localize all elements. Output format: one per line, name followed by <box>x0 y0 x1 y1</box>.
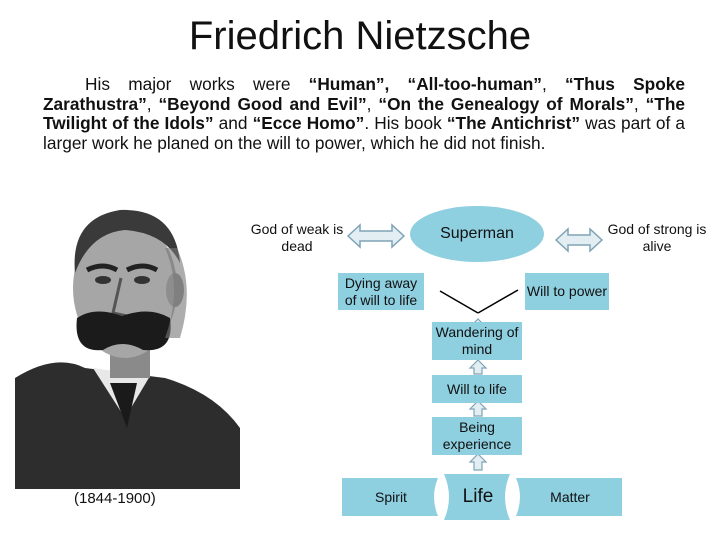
slide-title: Friedrich Nietzsche <box>188 14 532 58</box>
lifespan-label: (1844-1900) <box>74 490 156 507</box>
being-experience-box: Being experience <box>432 417 522 455</box>
up-arrow <box>470 454 486 470</box>
work-title: “The Antichrist” <box>446 113 581 133</box>
work-title: “On the Genealogy of Morals” <box>378 93 634 114</box>
god-of-strong-label: God of strong is alive <box>607 221 707 254</box>
v-line-left <box>440 291 478 313</box>
work-title: “Ecce Homo” <box>252 113 365 133</box>
work-title: “Thus Spoke Zarathustra” <box>43 74 685 114</box>
will-to-life-box: Will to life <box>432 375 522 403</box>
superman-label: Superman <box>440 225 514 242</box>
up-arrow <box>470 360 486 374</box>
dying-away-box: Dying away of will to life <box>338 273 424 310</box>
will-to-power-box: Will to power <box>525 273 609 310</box>
life-label: Life <box>462 486 494 507</box>
v-line-right <box>478 290 518 313</box>
work-title: “The Twilight of the Idols” <box>43 93 686 133</box>
spirit-label: Spirit <box>375 489 407 505</box>
matter-label: Matter <box>550 489 590 505</box>
double-arrow-right <box>556 229 602 251</box>
work-title: “Human”, “All-too-human” <box>308 74 542 94</box>
up-arrow <box>470 401 486 416</box>
work-title: “Beyond Good and Evil” <box>158 93 367 114</box>
works-paragraph: His major works were “Human”, “All-too-human”, “Thus Spoke Zarathustra”, “Beyond Good and Evil”, “On the Genealogy of Morals”, “The Twilight of the Idols” and “Ecce Homo”. His book “The Antichrist” was part of a larger work he planed on the will to power, which he did not finish. <box>43 74 686 153</box>
double-arrow-left <box>348 225 404 247</box>
god-of-weak-label: God of weak is dead <box>250 221 344 254</box>
wandering-box: Wandering of mind <box>432 322 522 360</box>
